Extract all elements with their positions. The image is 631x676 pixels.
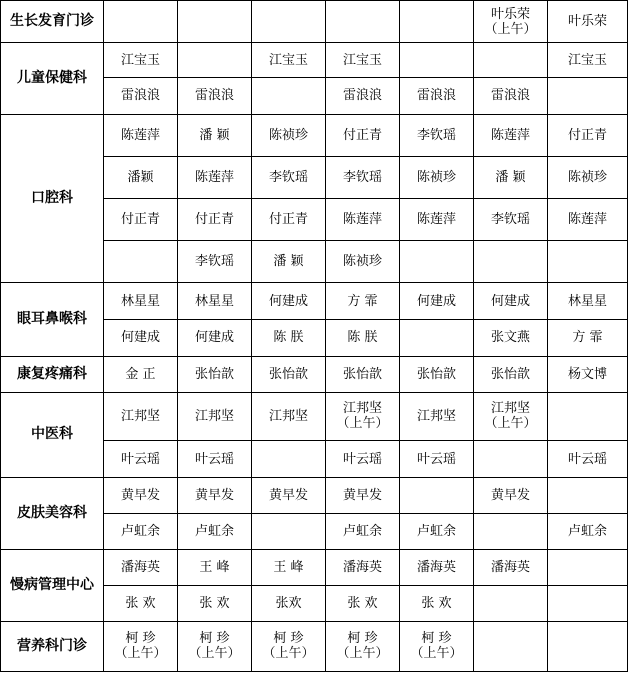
- doctor-name: 张欢: [275, 595, 302, 611]
- doctor-cell: [326, 283, 400, 320]
- doctor-name: 陈祯珍: [342, 254, 382, 270]
- doctor-name: 李钦瑶: [342, 169, 382, 185]
- doctor-cell: [400, 440, 474, 477]
- doctor-name: 黄早发: [120, 488, 160, 504]
- doctor-cell: [104, 1, 178, 43]
- doctor-name: 林星星: [120, 293, 160, 309]
- doctor-cell: [178, 1, 252, 43]
- doctor-cell: [252, 320, 326, 356]
- doctor-name: 杨文博: [567, 366, 607, 382]
- doctor-name: 潘海英: [416, 559, 456, 575]
- schedule-row: [1, 356, 628, 392]
- doctor-cell: [474, 514, 548, 550]
- doctor-cell: [400, 114, 474, 156]
- session-note: （上午）: [188, 646, 241, 662]
- doctor-name: 张怡歆: [416, 366, 456, 382]
- doctor-name: 柯 珍: [125, 631, 156, 647]
- session-note: （上午）: [114, 646, 167, 662]
- doctor-name: 张怡歆: [342, 366, 382, 382]
- doctor-cell: [252, 241, 326, 283]
- schedule-row: [1, 43, 628, 78]
- doctor-name: 陈莲萍: [567, 211, 607, 227]
- doctor-cell: [104, 43, 178, 78]
- doctor-cell: [104, 392, 178, 440]
- session-note: （上午）: [410, 646, 463, 662]
- doctor-cell: [400, 392, 474, 440]
- doctor-cell: [548, 198, 628, 240]
- doctor-cell: [104, 585, 178, 621]
- doctor-cell: [474, 114, 548, 156]
- doctor-cell: [474, 621, 548, 671]
- doctor-cell: [474, 43, 548, 78]
- department-name: 慢病管理中心: [1, 550, 104, 621]
- doctor-cell: [548, 283, 628, 320]
- doctor-cell: [400, 514, 474, 550]
- doctor-name: 潘海英: [342, 559, 382, 575]
- doctor-cell: [326, 392, 400, 440]
- doctor-cell: [326, 440, 400, 477]
- doctor-name: 何建成: [268, 293, 308, 309]
- doctor-cell: [252, 78, 326, 114]
- doctor-cell: [252, 514, 326, 550]
- doctor-cell: [400, 1, 474, 43]
- doctor-cell: [548, 392, 628, 440]
- doctor-cell: [326, 585, 400, 621]
- doctor-name: 付正青: [567, 127, 607, 143]
- schedule-row: [1, 392, 628, 440]
- doctor-cell: [252, 1, 326, 43]
- doctor-cell: [548, 621, 628, 671]
- doctor-name: 江宝玉: [567, 52, 607, 68]
- doctor-cell: [400, 585, 474, 621]
- doctor-cell: [474, 585, 548, 621]
- doctor-name: 江邦坚: [342, 401, 382, 417]
- doctor-cell: [548, 320, 628, 356]
- doctor-name: 方 霏: [572, 330, 603, 346]
- session-note: （上午）: [484, 21, 537, 37]
- doctor-name: 潘海英: [490, 559, 530, 575]
- doctor-name: 黄早发: [342, 488, 382, 504]
- doctor-name: 潘 颖: [495, 169, 526, 185]
- doctor-cell: [474, 478, 548, 514]
- doctor-name: 张怡歆: [490, 366, 530, 382]
- doctor-name: 林星星: [567, 293, 607, 309]
- doctor-cell: [548, 585, 628, 621]
- schedule-row: [1, 478, 628, 514]
- doctor-cell: [548, 43, 628, 78]
- doctor-name: 柯 珍: [273, 631, 304, 647]
- doctor-cell: [400, 198, 474, 240]
- doctor-cell: [252, 550, 326, 585]
- doctor-cell: [252, 156, 326, 198]
- doctor-cell: [400, 43, 474, 78]
- doctor-cell: [178, 550, 252, 585]
- doctor-cell: [252, 43, 326, 78]
- doctor-name: 卢虹余: [567, 524, 607, 540]
- session-note: （上午）: [262, 646, 315, 662]
- doctor-cell: [252, 356, 326, 392]
- doctor-cell: [178, 478, 252, 514]
- doctor-cell: [178, 43, 252, 78]
- department-name: 生长发育门诊: [1, 1, 104, 43]
- doctor-name: 陈 朕: [347, 330, 378, 346]
- doctor-cell: [104, 114, 178, 156]
- department-name: 营养科门诊: [1, 621, 104, 671]
- doctor-cell: [548, 241, 628, 283]
- doctor-name: 张 欢: [421, 595, 452, 611]
- doctor-name: 江宝玉: [268, 52, 308, 68]
- doctor-name: 江宝玉: [342, 52, 382, 68]
- doctor-cell: [178, 114, 252, 156]
- doctor-name: 潘 颖: [199, 127, 230, 143]
- doctor-name: 雷浪浪: [194, 88, 234, 104]
- schedule-row: [1, 621, 628, 671]
- doctor-name: 何建成: [416, 293, 456, 309]
- doctor-cell: [326, 514, 400, 550]
- doctor-name: 张怡歆: [268, 366, 308, 382]
- doctor-name: 卢虹余: [194, 524, 234, 540]
- doctor-cell: [252, 440, 326, 477]
- doctor-cell: [400, 320, 474, 356]
- doctor-name: 江邦坚: [120, 408, 160, 424]
- doctor-cell: [326, 356, 400, 392]
- doctor-cell: [548, 1, 628, 43]
- doctor-cell: [104, 514, 178, 550]
- doctor-cell: [104, 621, 178, 671]
- doctor-cell: [104, 283, 178, 320]
- doctor-cell: [474, 550, 548, 585]
- doctor-cell: [104, 440, 178, 477]
- doctor-name: 潘 颖: [273, 254, 304, 270]
- department-name: 儿童保健科: [1, 43, 104, 114]
- doctor-cell: [178, 440, 252, 477]
- doctor-cell: [474, 156, 548, 198]
- doctor-name: 叶乐荣: [567, 14, 607, 30]
- doctor-cell: [326, 78, 400, 114]
- doctor-cell: [474, 440, 548, 477]
- doctor-name: 黄早发: [268, 488, 308, 504]
- doctor-cell: [474, 78, 548, 114]
- department-name: 皮肤美容科: [1, 478, 104, 550]
- doctor-cell: [178, 621, 252, 671]
- doctor-name: 方 霏: [347, 293, 378, 309]
- doctor-cell: [326, 1, 400, 43]
- doctor-name: 叶云瑶: [567, 451, 607, 467]
- doctor-name: 林星星: [194, 293, 234, 309]
- doctor-cell: [178, 320, 252, 356]
- schedule-row: [1, 114, 628, 156]
- doctor-name: 雷浪浪: [120, 88, 160, 104]
- doctor-cell: [104, 550, 178, 585]
- doctor-cell: [326, 43, 400, 78]
- doctor-name: 柯 珍: [421, 631, 452, 647]
- doctor-cell: [252, 478, 326, 514]
- doctor-name: 江邦坚: [416, 408, 456, 424]
- doctor-cell: [104, 356, 178, 392]
- doctor-cell: [252, 585, 326, 621]
- doctor-name: 何建成: [120, 330, 160, 346]
- session-note: （上午）: [484, 416, 537, 432]
- doctor-name: 江宝玉: [120, 52, 160, 68]
- doctor-name: 雷浪浪: [342, 88, 382, 104]
- doctor-name: 何建成: [490, 293, 530, 309]
- doctor-name: 陈 朕: [273, 330, 304, 346]
- schedule-row: [1, 550, 628, 585]
- doctor-cell: [326, 550, 400, 585]
- doctor-name: 陈莲萍: [194, 169, 234, 185]
- doctor-cell: [178, 392, 252, 440]
- doctor-cell: [548, 78, 628, 114]
- doctor-cell: [548, 440, 628, 477]
- doctor-cell: [252, 392, 326, 440]
- doctor-cell: [326, 114, 400, 156]
- doctor-name: 卢虹余: [120, 524, 160, 540]
- doctor-cell: [474, 356, 548, 392]
- doctor-name: 江邦坚: [490, 401, 530, 417]
- doctor-cell: [178, 241, 252, 283]
- doctor-name: 叶云瑶: [120, 451, 160, 467]
- doctor-name: 江邦坚: [194, 408, 234, 424]
- doctor-cell: [474, 1, 548, 43]
- doctor-cell: [474, 320, 548, 356]
- doctor-cell: [178, 356, 252, 392]
- doctor-cell: [548, 356, 628, 392]
- doctor-cell: [326, 320, 400, 356]
- doctor-cell: [178, 198, 252, 240]
- doctor-name: 陈莲萍: [120, 127, 160, 143]
- doctor-name: 张怡歆: [194, 366, 234, 382]
- schedule-row: [1, 1, 628, 43]
- doctor-name: 卢虹余: [342, 524, 382, 540]
- doctor-name: 柯 珍: [347, 631, 378, 647]
- doctor-cell: [252, 114, 326, 156]
- doctor-name: 陈祯珍: [416, 169, 456, 185]
- department-name: 康复疼痛科: [1, 356, 104, 392]
- doctor-cell: [252, 283, 326, 320]
- doctor-cell: [178, 156, 252, 198]
- doctor-name: 李钦瑶: [268, 169, 308, 185]
- doctor-name: 何建成: [194, 330, 234, 346]
- doctor-cell: [326, 156, 400, 198]
- doctor-name: 柯 珍: [199, 631, 230, 647]
- doctor-cell: [400, 241, 474, 283]
- doctor-name: 陈莲萍: [490, 127, 530, 143]
- doctor-cell: [178, 585, 252, 621]
- doctor-cell: [474, 241, 548, 283]
- doctor-name: 李钦瑶: [416, 127, 456, 143]
- doctor-cell: [474, 198, 548, 240]
- doctor-cell: [252, 198, 326, 240]
- doctor-name: 黄早发: [194, 488, 234, 504]
- doctor-cell: [104, 198, 178, 240]
- doctor-name: 叶云瑶: [342, 451, 382, 467]
- doctor-name: 付正青: [120, 211, 160, 227]
- session-note: （上午）: [336, 646, 389, 662]
- doctor-name: 王 峰: [199, 559, 230, 575]
- doctor-name: 潘海英: [120, 559, 160, 575]
- doctor-name: 陈莲萍: [342, 211, 382, 227]
- session-note: （上午）: [336, 416, 389, 432]
- doctor-name: 卢虹余: [416, 524, 456, 540]
- doctor-name: 黄早发: [490, 488, 530, 504]
- doctor-cell: [326, 241, 400, 283]
- doctor-name: 雷浪浪: [416, 88, 456, 104]
- doctor-cell: [104, 241, 178, 283]
- doctor-name: 张 欢: [199, 595, 230, 611]
- doctor-name: 李钦瑶: [194, 254, 234, 270]
- doctor-cell: [326, 198, 400, 240]
- department-name: 眼耳鼻喉科: [1, 283, 104, 356]
- doctor-name: 付正青: [194, 211, 234, 227]
- department-name: 口腔科: [1, 114, 104, 283]
- doctor-name: 张 欢: [125, 595, 156, 611]
- doctor-cell: [400, 550, 474, 585]
- doctor-cell: [104, 320, 178, 356]
- doctor-name: 潘颖: [127, 169, 154, 185]
- doctor-name: 叶云瑶: [194, 451, 234, 467]
- doctor-name: 陈祯珍: [567, 169, 607, 185]
- doctor-name: 王 峰: [273, 559, 304, 575]
- doctor-cell: [400, 478, 474, 514]
- doctor-cell: [400, 621, 474, 671]
- doctor-cell: [548, 514, 628, 550]
- doctor-cell: [104, 478, 178, 514]
- doctor-name: 张 欢: [347, 595, 378, 611]
- doctor-name: 金 正: [125, 366, 156, 382]
- doctor-name: 陈莲萍: [416, 211, 456, 227]
- doctor-cell: [104, 78, 178, 114]
- doctor-name: 叶乐荣: [490, 6, 530, 22]
- doctor-name: 叶云瑶: [416, 451, 456, 467]
- doctor-name: 付正青: [268, 211, 308, 227]
- doctor-cell: [400, 283, 474, 320]
- doctor-cell: [326, 478, 400, 514]
- doctor-name: 江邦坚: [268, 408, 308, 424]
- doctor-cell: [474, 283, 548, 320]
- doctor-cell: [400, 356, 474, 392]
- doctor-name: 雷浪浪: [490, 88, 530, 104]
- doctor-cell: [548, 156, 628, 198]
- doctor-name: 付正青: [342, 127, 382, 143]
- doctor-name: 张文燕: [490, 330, 530, 346]
- doctor-cell: [178, 283, 252, 320]
- doctor-cell: [178, 78, 252, 114]
- doctor-name: 李钦瑶: [490, 211, 530, 227]
- doctor-cell: [548, 550, 628, 585]
- department-name: 中医科: [1, 392, 104, 477]
- doctor-cell: [548, 114, 628, 156]
- doctor-cell: [548, 478, 628, 514]
- doctor-cell: [104, 156, 178, 198]
- doctor-cell: [326, 621, 400, 671]
- doctor-cell: [400, 78, 474, 114]
- schedule-row: [1, 283, 628, 320]
- doctor-cell: [400, 156, 474, 198]
- doctor-cell: [252, 621, 326, 671]
- doctor-cell: [178, 514, 252, 550]
- doctor-cell: [474, 392, 548, 440]
- doctor-name: 陈祯珍: [268, 127, 308, 143]
